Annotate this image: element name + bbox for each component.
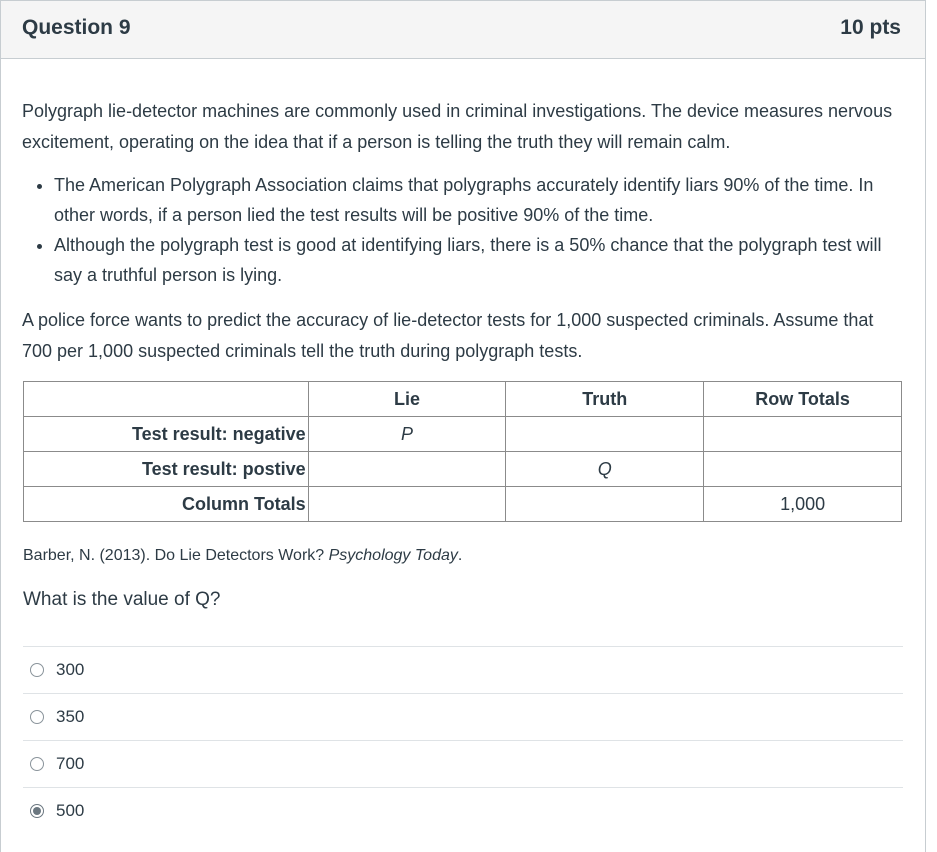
radio-button[interactable] (30, 757, 44, 771)
table-header-cell: Truth (506, 382, 704, 417)
table-cell (308, 487, 506, 522)
citation-end: . (457, 547, 463, 564)
table-cell (506, 417, 704, 452)
radio-button[interactable] (30, 710, 44, 724)
bullet-item: • The American Polygraph Association claims that polygraphs accurately identify liars 90% of the time. In other words, if a person lied the test results will be positive 90% of the time. (54, 170, 907, 230)
row-label: Test result: negative (24, 417, 309, 452)
table-cell (506, 487, 704, 522)
table-cell (704, 452, 902, 487)
citation-source: Psychology Today (328, 547, 458, 564)
bullet-item: • Although the polygraph test is good at identifying liars, there is a 50% chance that the polygraph test will say a truthful person is lying. (54, 230, 907, 290)
table-header-cell: Lie (308, 382, 506, 417)
radio-button-selected[interactable] (30, 804, 44, 818)
bullet-list (22, 170, 907, 290)
row-label: Test result: postive (24, 452, 309, 487)
table-cell (704, 417, 902, 452)
table-cell: P (308, 417, 506, 452)
table-row (24, 487, 902, 522)
answer-option[interactable] (23, 787, 903, 834)
table-header-cell (24, 382, 309, 417)
row-label: Column Totals (24, 487, 309, 522)
question-header (1, 1, 925, 59)
answer-label[interactable]: 300 (56, 660, 85, 679)
radio-button[interactable] (30, 663, 44, 677)
answer-option[interactable] (23, 693, 903, 740)
intro-paragraph: Polygraph lie-detector machines are commonly used in criminal investigations. The device measures nervous excitement, operating on the idea that if a person is telling the truth they will remain calm. (22, 101, 893, 152)
scenario-paragraph: A police force wants to predict the accuracy of lie-detector tests for 1,000 suspected criminals. Assume that 700 per 1,000 suspected criminals tell the truth during polygraph tests. (22, 310, 874, 361)
contingency-table (23, 381, 902, 522)
table-cell: Q (506, 452, 704, 487)
question-points: 10 pts (840, 16, 901, 39)
table-cell: 1,000 (704, 487, 902, 522)
question-title: Question 9 (22, 16, 131, 39)
question-prompt: What is the value of Q? (23, 589, 221, 610)
citation-text: Barber, N. (2013). Do Lie Detectors Work? (23, 547, 329, 564)
table-header-cell: Row Totals (704, 382, 902, 417)
table-cell (308, 452, 506, 487)
answer-option[interactable] (23, 740, 903, 787)
table-row (24, 417, 902, 452)
answer-option[interactable] (23, 646, 903, 693)
question-text (22, 96, 907, 367)
table-row (24, 452, 902, 487)
answer-list (23, 646, 903, 834)
answer-label[interactable]: 500 (56, 801, 85, 820)
table-header-row (24, 382, 902, 417)
answer-label[interactable]: 350 (56, 707, 85, 726)
citation (23, 547, 462, 565)
answer-label[interactable]: 700 (56, 754, 85, 773)
